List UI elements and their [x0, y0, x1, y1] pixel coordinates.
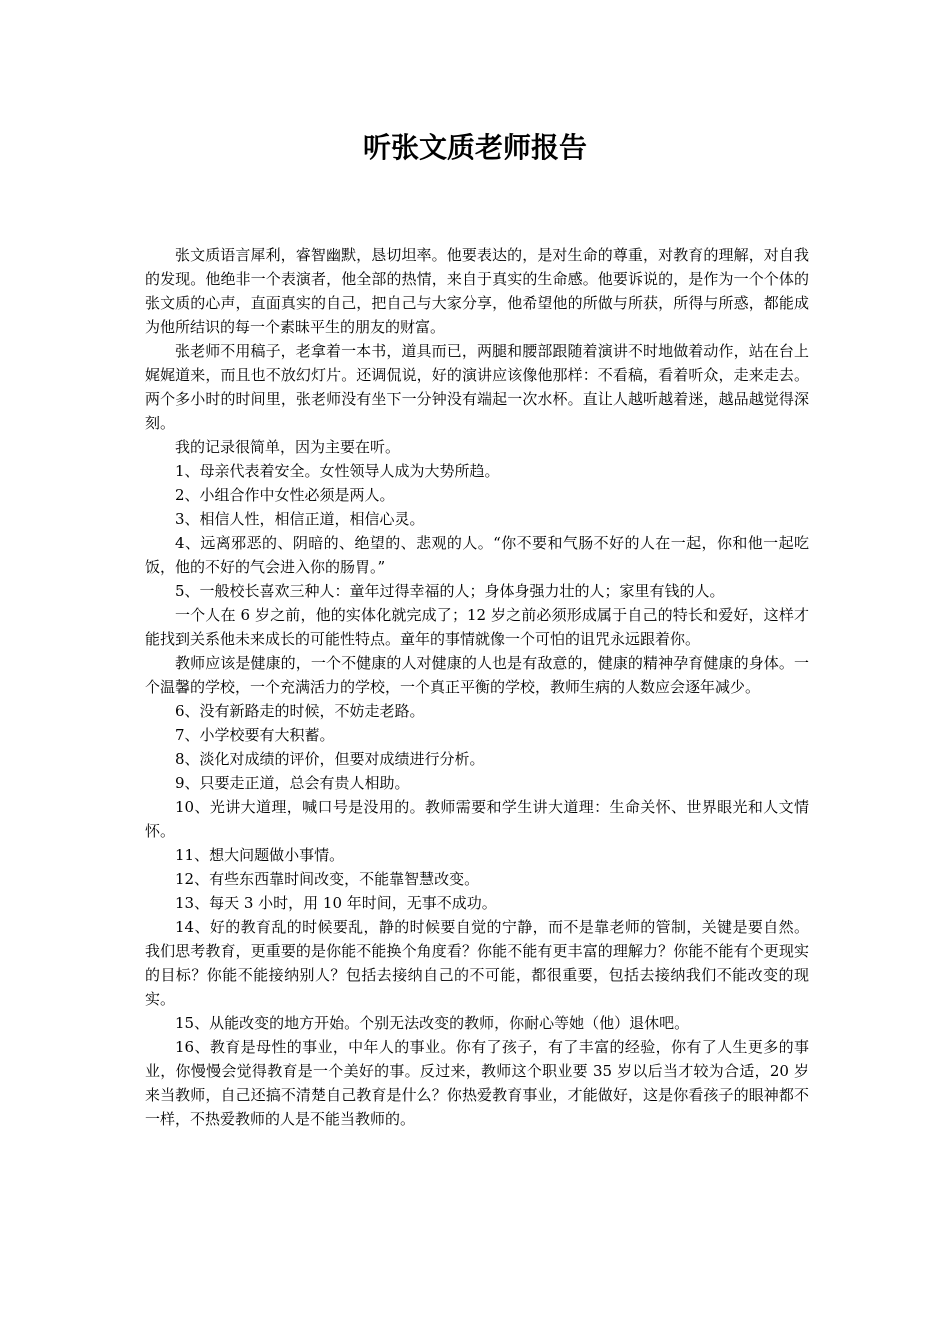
paragraph-teacher-health: 教师应该是健康的，一个不健康的人对健康的人也是有敌意的，健康的精神孕育健康的身体。一个温馨的学校，一个充满活力的学校，一个真正平衡的学校，教师生病的人数应会逐年减少。: [145, 654, 809, 696]
paragraph-speech-style: 张老师不用稿子，老拿着一本书，道具而已，两腿和腰部跟随着演讲不时地做着动作，站在台上娓娓道来，而且也不放幻灯片。还调侃说，好的演讲应该像他那样：不看稿，看着听众，走来走去。两个多小时的时间里，张老师没有坐下一分钟没有端起一次水杯。直让人越听越着迷，越品越觉得深刻。: [145, 342, 809, 432]
list-item-14: 14、好的教育乱的时候要乱，静的时候要自觉的宁静，而不是靠老师的管制，关键是要自然。我们思考教育，更重要的是你能不能换个角度看？你能不能有更丰富的理解力？你能不能有个更现实的目标？你能不能接纳别人？包括去接纳自己的不可能，都很重要，包括去接纳我们不能改变的现实。: [145, 918, 809, 1008]
list-item-8: 8、淡化对成绩的评价，但要对成绩进行分析。: [175, 750, 485, 768]
list-item-10: 10、光讲大道理，喊口号是没用的。教师需要和学生讲大道理：生命关怀、世界眼光和人文情怀。: [145, 798, 809, 840]
list-item-15: 15、从能改变的地方开始。个别无法改变的教师，你耐心等她（他）退休吧。: [175, 1014, 690, 1032]
list-item-5: 5、一般校长喜欢三种人：童年过得幸福的人；身体身强力壮的人；家里有钱的人。: [175, 582, 725, 600]
list-item-1: 1、母亲代表着安全。女性领导人成为大势所趋。: [175, 462, 500, 480]
list-item-12: 12、有些东西靠时间改变，不能靠智慧改变。: [175, 870, 480, 888]
document-body: [145, 243, 809, 1131]
list-item-16: 16、教育是母性的事业，中年人的事业。你有了孩子，有了丰富的经验，你有了人生更多的事业，你慢慢会觉得教育是一个美好的事。反过来，教师这个职业要 35 岁以后当才较为合适，20 岁来当教师，自己还搞不清楚自己教育是什么？你热爱教育事业，才能做好，这是你看孩子的眼神都不一样，不热爱教师的人是不能当教师的。: [145, 1038, 809, 1128]
list-item-9: 9、只要走正道，总会有贵人相助。: [175, 774, 410, 792]
list-item-2: 2、小组合作中女性必须是两人。: [175, 486, 395, 504]
paragraph-note: 我的记录很简单，因为主要在听。: [175, 438, 401, 456]
list-item-3: 3、相信人性，相信正道，相信心灵。: [175, 510, 425, 528]
paragraph-intro: 张文质语言犀利，睿智幽默，恳切坦率。他要表达的，是对生命的尊重，对教育的理解，对自我的发现。他绝非一个表演者，他全部的热情，来自于真实的生命感。他要诉说的，是作为一个个体的张文质的心声，直面真实的自己，把自己与大家分享，他希望他的所做与所获，所得与所惑，都能成为他所结识的每一个素昧平生的朋友的财富。: [145, 246, 809, 336]
paragraph-childhood: 一个人在 6 岁之前，他的实体化就完成了；12 岁之前必须形成属于自己的特长和爱好，这样才能找到关系他未来成长的可能性特点。童年的事情就像一个可怕的诅咒永远跟着你。: [145, 606, 809, 648]
list-item-4: 4、远离邪恶的、阴暗的、绝望的、悲观的人。“你不要和气肠不好的人在一起，你和他一起吃饭，他的不好的气会进入你的肠胃。”: [145, 534, 809, 576]
list-item-6: 6、没有新路走的时候，不妨走老路。: [175, 702, 425, 720]
list-item-11: 11、想大问题做小事情。: [175, 846, 345, 864]
list-item-13: 13、每天 3 小时，用 10 年时间，无事不成功。: [175, 894, 497, 912]
list-item-7: 7、小学校要有大积蓄。: [175, 726, 335, 744]
page-title: 听张文质老师报告: [362, 131, 587, 164]
